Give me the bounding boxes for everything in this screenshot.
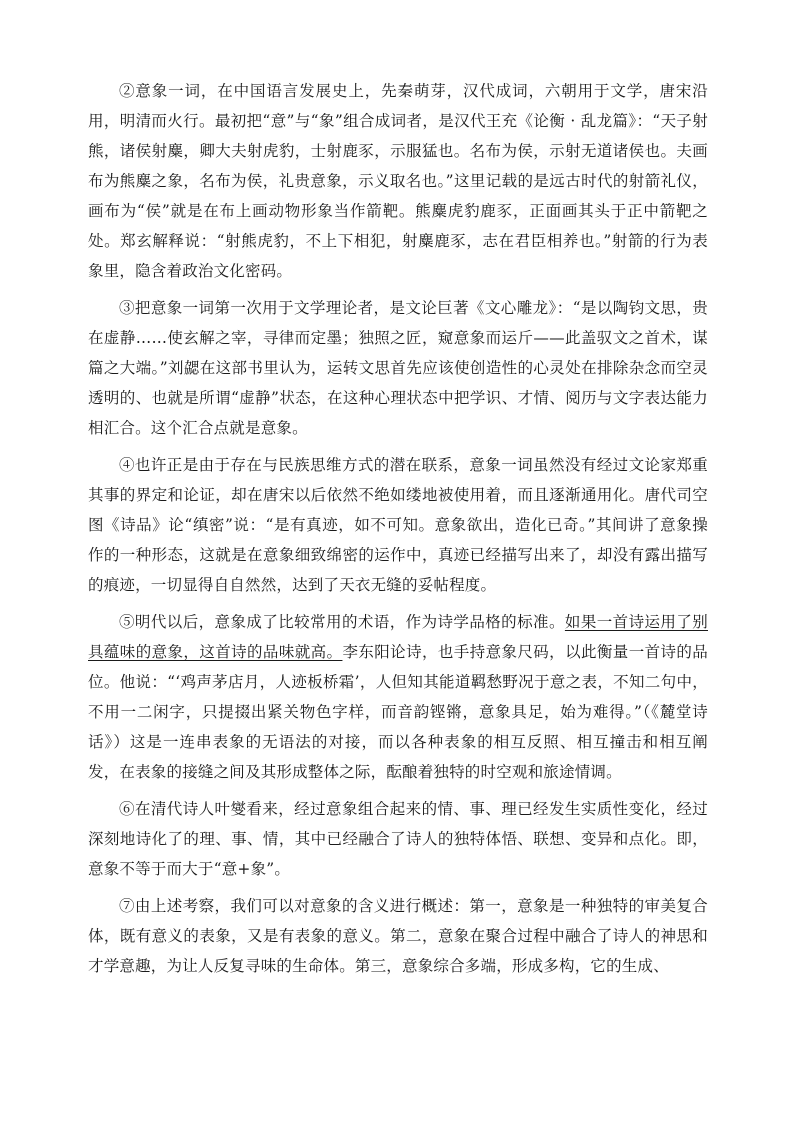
paragraph-5-lead: ⑤明代以后，意象成了比较常用的术语，作为诗学品格的标准。 — [119, 613, 565, 631]
paragraph-5 — [88, 607, 708, 787]
underlined-sentence: 如果一首诗运用了别具蕴味的意象，这首诗的品味就高。 — [88, 613, 708, 661]
paragraph-6: ⑥在清代诗人叶燮看来，经过意象组合起来的情、事、理已经发生实质性变化，经过深刻地诗化了的理、事、情，其中已经融合了诗人的独特体悟、联想、变异和点化。即，意象不等于而大于“意+象”。 — [88, 800, 708, 878]
paragraph-2: ②意象一词，在中国语言发展史上，先秦萌芽，汉代成词，六朝用于文学，唐宋沿用，明清而火行。最初把“意”与“象”组合成词者，是汉代王充《论衡 · 乱龙篇》：“天子射熊，诸侯射麋，卿大夫射虎豹，士射鹿豕，示服猛也。名布为侯，示射无道诸侯也。夫画布为熊麋之象，名布为侯，礼贵意象，示义取名也。”这里记载的是远古时代的射箭礼仪，画布为“侯”就是在布上画动物形象当作箭靶。熊麋虎豹鹿豕，正面画其头于正中箭靶之处。郑玄解释说：“射熊虎豹，不上下相犯，射麋鹿豕，志在君臣相养也。”射箭的行为表象里，隐含着政治文化密码。 — [88, 82, 708, 280]
paragraph-4: ④也许正是由于存在与民族思维方式的潜在联系，意象一词虽然没有经过文论家郑重其事的界定和论证，却在唐宋以后依然不绝如缕地被使用着，而且逐渐通用化。唐代司空图《诗品》论“缜密”说：“是有真迹，如不可知。意象欲出，造化已奇。”其间讲了意象操作的一种形态，这就是在意象细致绵密的运作中，真迹已经描写出来了，却没有露出描写的痕迹，一切显得自自然然，达到了天衣无缝的妥帖程度。 — [88, 456, 708, 594]
paragraph-5-rest: 李东阳论诗，也手持意象尺码，以此衡量一首诗的品位。他说：“‘鸡声茅店月，人迹板桥霜’，人但知其能道羁愁野况于意之表，不知二句中，不用一二闲字，只提掇出紧关物色字样，而音韵铿锵，意象具足，始为难得。”（《麓堂诗话》）这是一连串表象的无语法的对接，而以各种表象的相互反照、相互撞击和相互阐发，在表象的接缝之间及其形成整体之际，酝酿着独特的时空观和旅途情调。 — [88, 643, 709, 781]
paragraph-7: ⑦由上述考察，我们可以对意象的含义进行概述：第一，意象是一种独特的审美复合体，既有意义的表象，又是有表象的意义。第二，意象在聚合过程中融合了诗人的神思和才学意趣，为让人反复寻味的生命体。第三，意象综合多端，形成多构，它的生成、 — [88, 897, 708, 975]
paragraph-3: ③把意象一词第一次用于文学理论者，是文论巨著《文心雕龙》：“是以陶钧文思，贵在虚静……使玄解之宰，寻律而定墨；独照之匠，窥意象而运斤——此盖驭文之首术，谋篇之大端。”刘勰在这部书里认为，运转文思首先应该使创造性的心灵处在排除杂念而空灵透明的、也就是所谓“虚静”状态，在这种心理状态中把学识、才情、阅历与文字表达能力相汇合。这个汇合点就是意象。 — [88, 299, 708, 437]
article-body — [88, 76, 708, 988]
